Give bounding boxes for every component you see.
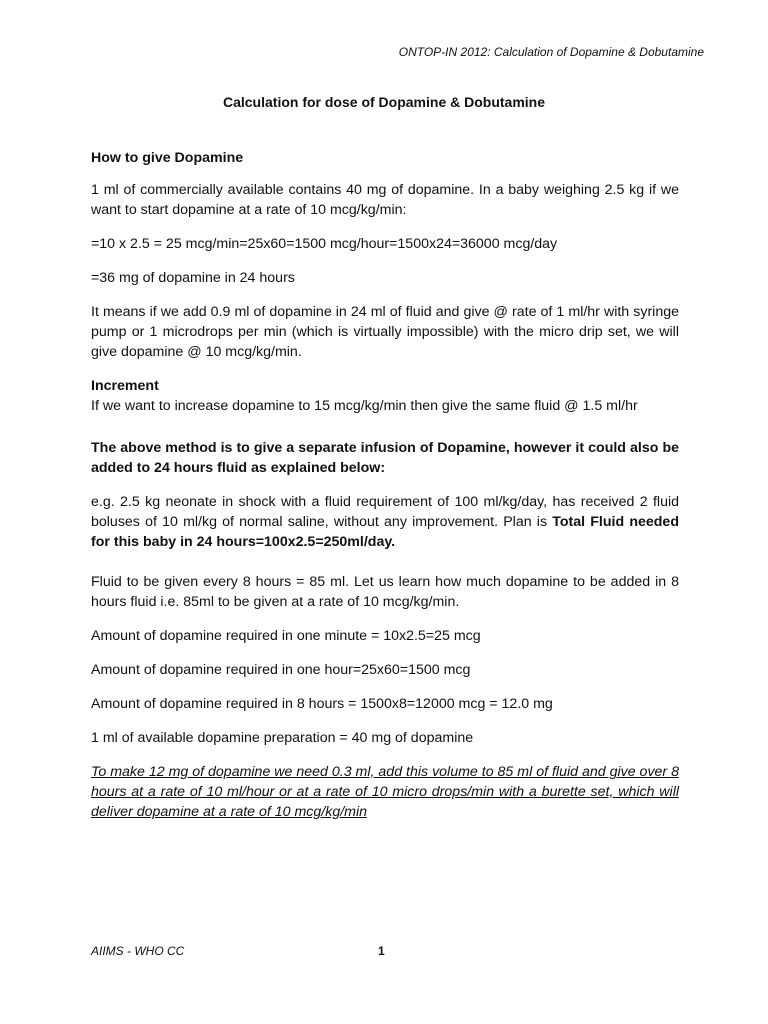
paragraph-increment: If we want to increase dopamine to 15 mcg/kg/min then give the same fluid @ 1.5 ml/hr <box>91 398 638 414</box>
example-total-fluid: Total Fluid needed for this baby in 24 hours=100x2.5=250ml/day. <box>91 514 679 550</box>
section-heading-how-to-give: How to give Dopamine <box>91 150 244 166</box>
section-heading-increment: Increment <box>91 378 159 394</box>
page-title: Calculation for dose of Dopamine & Dobutamine <box>222 94 546 110</box>
amount-8-hours: Amount of dopamine required in 8 hours = 1500x8=12000 mcg = 12.0 mg <box>91 696 553 712</box>
footer-organization: AIIMS - WHO CC <box>91 944 185 958</box>
conclusion-note: To make 12 mg of dopamine we need 0.3 ml, add this volume to 85 ml of fluid and give over 8 hours at a rate of 10 ml/hour or at a rate of 10 micro drops/min with a burette set, which will deliver dopamine at a rate of 10 mcg/kg/min <box>91 764 679 820</box>
amount-per-hour: Amount of dopamine required in one hour=25x60=1500 mcg <box>91 662 471 678</box>
calculation-line-2: =36 mg of dopamine in 24 hours <box>91 270 295 286</box>
document-body <box>91 148 679 822</box>
paragraph-example <box>91 492 679 552</box>
footer-page-number: 1 <box>378 944 385 958</box>
paragraph-dopamine-intro: 1 ml of commercially available contains 40 mg of dopamine. In a baby weighing 2.5 kg if we want to start dopamine at a rate of 10 mcg/kg/min: <box>91 182 679 218</box>
paragraph-fluid-8-hours: Fluid to be given every 8 hours = 85 ml. Let us learn how much dopamine to be added in 8 hours fluid i.e. 85ml to be given at a rate of 10 mcg/kg/min. <box>91 574 679 610</box>
amount-per-minute: Amount of dopamine required in one minute = 10x2.5=25 mcg <box>91 628 481 644</box>
note-separate-infusion: The above method is to give a separate infusion of Dopamine, however it could also be added to 24 hours fluid as explained below: <box>91 440 679 476</box>
example-text: e.g. 2.5 kg neonate in shock with a fluid requirement of 100 ml/kg/day, has received 2 fluid boluses of 10 ml/kg of normal saline, without any improvement. Plan is <box>91 494 679 530</box>
calculation-line-1: =10 x 2.5 = 25 mcg/min=25x60=1500 mcg/hour=1500x24=36000 mcg/day <box>91 236 558 252</box>
running-header: ONTOP-IN 2012: Calculation of Dopamine & Dobutamine <box>398 45 704 59</box>
paragraph-syringe-pump: It means if we add 0.9 ml of dopamine in 24 ml of fluid and give @ rate of 1 ml/hr with syringe pump or 1 microdrops per min (which is virtually impossible) with the micro drip set, we will give dopamine @ 10 mcg/kg/min. <box>91 304 679 360</box>
preparation-strength: 1 ml of available dopamine preparation = 40 mg of dopamine <box>91 730 474 746</box>
